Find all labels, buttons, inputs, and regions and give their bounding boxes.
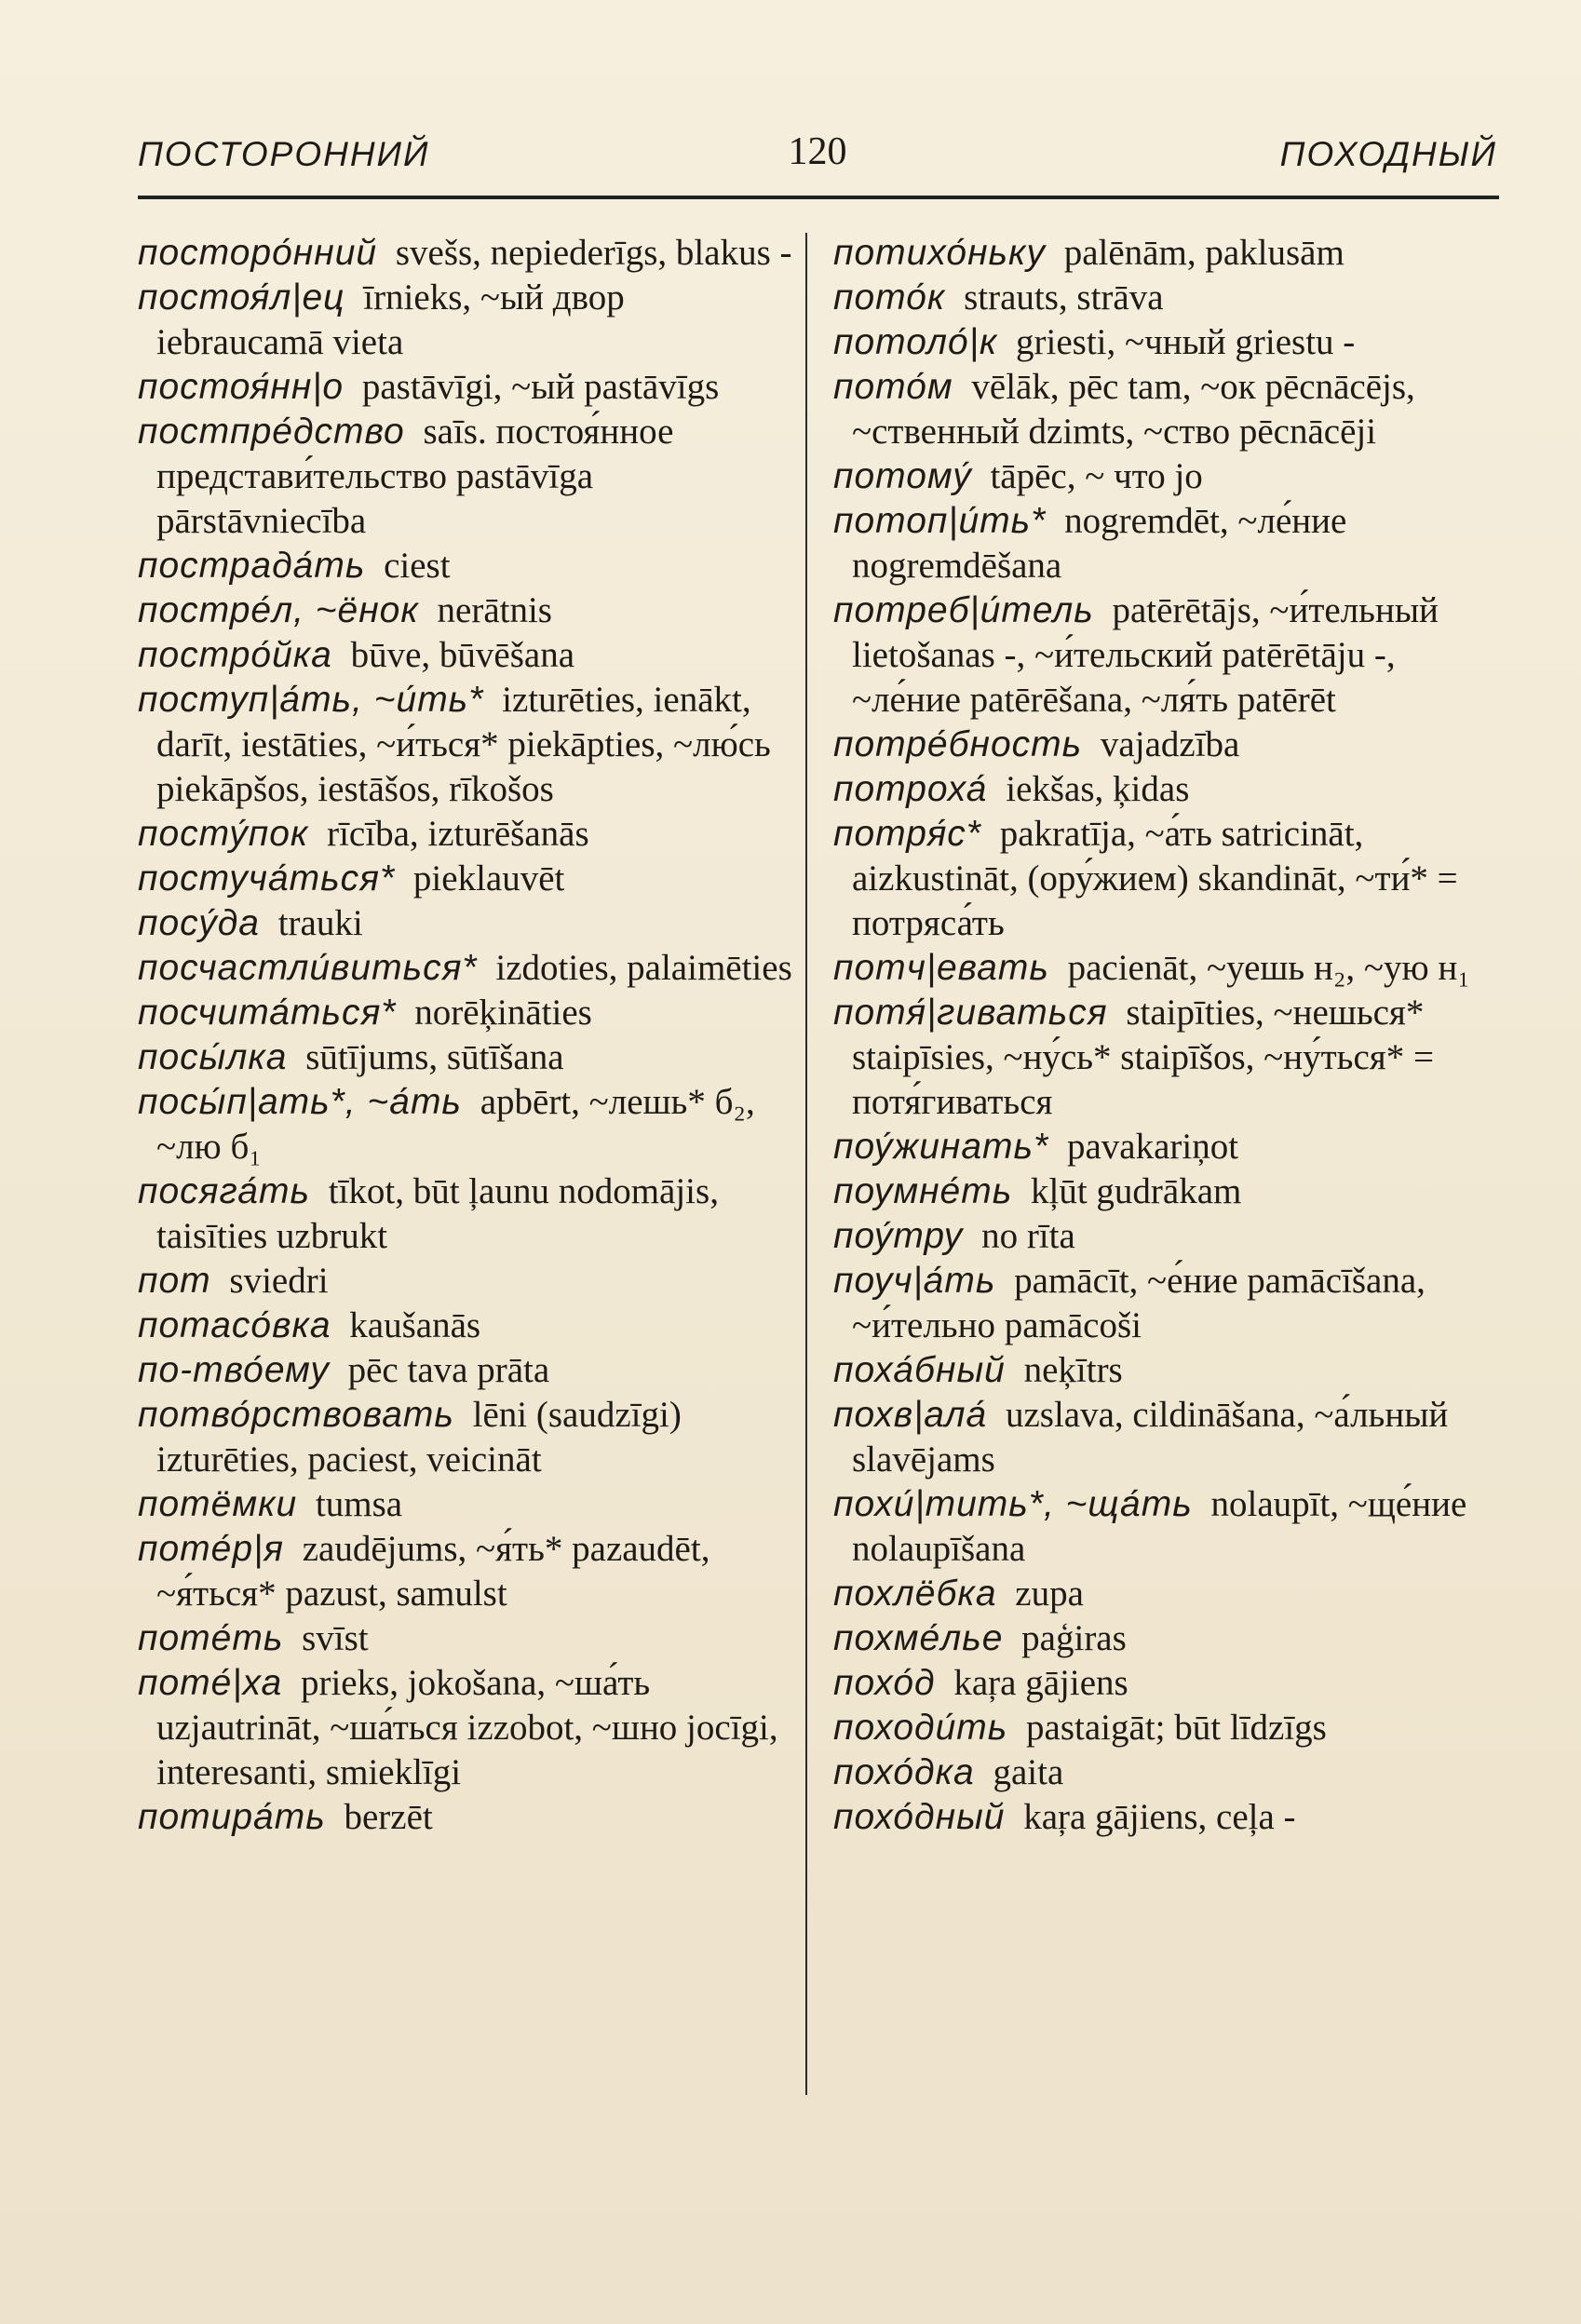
entry-translation: kaŗa gājiens, ceļa - [1023, 1797, 1296, 1837]
entry-headword: поу́жинать* [833, 1127, 1049, 1167]
entry-translation: izturēties, ienākt, darīt, iestāties, ~и́ться* piekāpties, ~лю́сь piekāpšos, iestāšos, rīkošos [156, 680, 771, 809]
entry-headword: посы́п|ать*, ~а́ть [138, 1082, 462, 1122]
dictionary-entry [138, 365, 801, 410]
dictionary-entry [833, 454, 1496, 499]
entry-headword: потя́|гиваться [833, 993, 1108, 1033]
dictionary-entry [833, 231, 1496, 276]
dictionary-entry [138, 901, 801, 946]
entry-headword: похлёбка [833, 1574, 997, 1614]
entry-translation: pastaigāt; būt līdzīgs [1026, 1708, 1327, 1748]
entry-headword: потреб|и́тель [833, 590, 1094, 630]
entry-translation: griesti, ~чный griestu - [1016, 322, 1356, 362]
entry-translation: strauts, strāva [964, 277, 1164, 318]
entry-headword: поу́тру [833, 1216, 964, 1256]
entry-translation: pieklauvēt [412, 858, 565, 899]
entry-headword: похв|ала́ [833, 1395, 988, 1435]
dictionary-entry [138, 544, 801, 588]
dictionary-entry [138, 812, 801, 857]
entry-translation: neķītrs [1023, 1350, 1123, 1390]
left-column [138, 231, 801, 1840]
dictionary-entry [833, 1482, 1496, 1572]
dictionary-entry [833, 1393, 1496, 1482]
entry-headword: посторо́нний [138, 233, 378, 273]
entry-translation: sviedri [229, 1261, 329, 1301]
entry-headword: потасо́вка [138, 1305, 331, 1345]
entry-headword: поступ|а́ть, ~и́ть* [138, 680, 484, 720]
right-column [833, 231, 1496, 1840]
dictionary-entry [833, 1616, 1496, 1661]
dictionary-entry [833, 588, 1496, 723]
dictionary-entry [138, 1527, 801, 1616]
entry-headword: посяга́ть [138, 1171, 310, 1211]
entry-translation: paģiras [1021, 1618, 1127, 1658]
entry-translation: apbērt, ~лешь* б₂, ~лю б₁ [156, 1082, 755, 1167]
entry-translation: nolaupīt, ~ще́ние nolaupīšana [852, 1484, 1467, 1569]
dictionary-entry [138, 1080, 801, 1169]
entry-translation: staipīties, ~нешься* staipīsies, ~ну́сь* staipīšos, ~ну́ться* = потя́гиваться [852, 993, 1434, 1122]
dictionary-entry [138, 1616, 801, 1661]
entry-translation: berzēt [344, 1797, 433, 1837]
entry-headword: посы́лка [138, 1037, 288, 1077]
entry-translation: rīcība, izturēšanās [327, 814, 589, 854]
entry-headword: пото́к [833, 277, 946, 318]
entry-translation: zaudējums, ~я́ть* pazaudēt, ~я́ться* pazust, samulst [156, 1529, 710, 1614]
entry-translation: sūtījums, sūtīšana [305, 1037, 564, 1077]
entry-headword: поха́бный [833, 1350, 1006, 1390]
dictionary-entry [833, 1706, 1496, 1750]
dictionary-entry [833, 767, 1496, 812]
dictionary-entry [138, 276, 801, 365]
dictionary-entry [138, 1035, 801, 1080]
entry-headword: пото́м [833, 367, 953, 407]
entry-headword: потво́рствовать [138, 1395, 454, 1435]
dictionary-entry [833, 1795, 1496, 1840]
dictionary-entry [138, 1482, 801, 1527]
dictionary-entry [138, 1661, 801, 1795]
entry-translation: kļūt gudrākam [1031, 1171, 1242, 1211]
entry-headword: постпре́дство [138, 412, 405, 452]
entry-headword: похо́дный [833, 1797, 1006, 1837]
entry-translation: vēlāk, pēc tam, ~ок pēcnācējs, ~ственный dzimts, ~ство pēcnācēji [852, 367, 1415, 452]
entry-headword: постуча́ться* [138, 858, 396, 899]
entry-headword: постоя́л|ец [138, 277, 345, 318]
entry-translation: no rīta [981, 1216, 1075, 1256]
dictionary-entry [138, 991, 801, 1035]
dictionary-entry [833, 1169, 1496, 1214]
column-divider [805, 233, 807, 2095]
entry-translation: pavakariņot [1066, 1127, 1239, 1167]
entry-headword: потч|евать [833, 948, 1049, 988]
dictionary-entry [833, 1125, 1496, 1169]
entry-headword: посу́да [138, 903, 260, 943]
dictionary-entry [833, 812, 1496, 946]
entry-translation: patērētājs, ~и́тельный lietošanas -, ~и́тельский patērētāju -, ~ле́ние patērēšana, ~ля́ть patērēt [852, 590, 1439, 720]
entry-translation: palēnām, paklusām [1063, 233, 1345, 273]
entry-translation: zupa [1015, 1574, 1084, 1614]
entry-headword: потре́бность [833, 724, 1083, 764]
entry-translation: būve, būvēšana [350, 635, 575, 675]
dictionary-entry [138, 1795, 801, 1840]
entry-translation: svešs, nepiederīgs, blakus - [395, 233, 792, 273]
entry-translation: tumsa [315, 1484, 403, 1524]
entry-headword: потира́ть [138, 1797, 326, 1837]
dictionary-entry [138, 1304, 801, 1348]
entry-translation: nogremdēt, ~ле́ние nogremdēšana [852, 501, 1347, 586]
entry-headword: посчита́ться* [138, 993, 397, 1033]
dictionary-entry [138, 588, 801, 633]
entry-translation: nerātnis [437, 590, 552, 630]
dictionary-entry [833, 365, 1496, 454]
entry-headword: похме́лье [833, 1618, 1004, 1658]
entry-translation: svīst [302, 1618, 369, 1658]
entry-headword: похо́дка [833, 1752, 975, 1792]
entry-translation: trauki [277, 903, 363, 943]
entry-headword: потёмки [138, 1484, 298, 1524]
entry-translation: tīkot, būt ļaunu nodomājis, taisīties uzbrukt [156, 1171, 719, 1256]
header-first-word: ПОСТОРОННИЙ [138, 135, 430, 173]
entry-headword: потоло́|к [833, 322, 998, 362]
entry-headword: похи́|тить*, ~ща́ть [833, 1484, 1193, 1524]
dictionary-entry [833, 1750, 1496, 1795]
entry-headword: поте́ть [138, 1618, 284, 1658]
entry-headword: поумне́ть [833, 1171, 1013, 1211]
entry-headword: посту́пок [138, 814, 309, 854]
entry-headword: потроха́ [833, 769, 988, 809]
entry-translation: lēni (saudzīgi) izturēties, paciest, veicināt [156, 1395, 682, 1480]
entry-translation: ciest [384, 546, 451, 586]
dictionary-entry [138, 1348, 801, 1393]
dictionary-entry [833, 1661, 1496, 1706]
entry-headword: постро́йка [138, 635, 332, 675]
entry-translation: īrnieks, ~ый двор iebraucamā vieta [156, 277, 625, 362]
entry-translation: uzslava, cildināšana, ~а́льный slavējams [852, 1395, 1449, 1480]
entry-translation: pamācīt, ~е́ние pamācīšana, ~и́тельно pamācoši [852, 1261, 1426, 1345]
entry-translation: vajadzība [1100, 724, 1240, 764]
entry-translation: pastāvīgi, ~ый pastāvīgs [361, 367, 720, 407]
entry-translation: kaŗa gājiens [953, 1663, 1128, 1703]
dictionary-entry [833, 991, 1496, 1125]
dictionary-entry [833, 320, 1496, 365]
entry-headword: потоп|и́ть* [833, 501, 1047, 541]
entry-headword: потому́ [833, 456, 972, 496]
dictionary-entry [833, 1259, 1496, 1348]
dictionary-entry [138, 678, 801, 812]
header-rule [138, 196, 1499, 199]
entry-headword: поте́р|я [138, 1529, 284, 1569]
entry-translation: kaušanās [349, 1305, 481, 1345]
entry-headword: потихо́ньку [833, 233, 1046, 273]
entry-headword: по-тво́ему [138, 1350, 330, 1390]
dictionary-entry [833, 946, 1496, 991]
dictionary-entry [138, 1169, 801, 1259]
entry-headword: пот [138, 1261, 211, 1301]
entry-headword: похо́д [833, 1663, 936, 1703]
entry-translation: izdoties, palaimēties [495, 948, 792, 988]
header-last-word: ПОХОДНЫЙ [1279, 135, 1497, 173]
dictionary-entry [138, 1393, 801, 1482]
entry-translation: prieks, jokošana, ~ша́ть uzjautrināt, ~ша́ться izzobot, ~шно jocīgi, interesanti, smieklīgi [156, 1663, 778, 1792]
entry-translation: norēķināties [414, 993, 592, 1033]
entry-translation: saīs. постоя́нное представи́тельство pastāvīga pārstāvniecība [156, 412, 674, 541]
entry-translation: gaita [993, 1752, 1064, 1792]
dictionary-entry [833, 1572, 1496, 1616]
dictionary-entry [138, 1259, 801, 1304]
dictionary-entry [833, 1214, 1496, 1259]
page-header [138, 126, 1497, 191]
dictionary-entry [138, 231, 801, 276]
dictionary-entry [138, 946, 801, 991]
entry-headword: посчастли́виться* [138, 948, 478, 988]
entry-headword: постоя́нн|о [138, 367, 345, 407]
entry-translation: pakratīja, ~а́ть satricināt, aizkustināt, (ору́жием) skandināt, ~ти́* = потряса́ть [852, 814, 1458, 943]
dictionary-entry [833, 723, 1496, 767]
entry-translation: pacienāt, ~уешь н₂, ~ую н₁ [1067, 948, 1470, 988]
dictionary-entry [138, 857, 801, 901]
entry-headword: постре́л, ~ёнок [138, 590, 419, 630]
dictionary-entry [833, 499, 1496, 588]
dictionary-entry [138, 410, 801, 544]
dictionary-entry [138, 633, 801, 678]
entry-headword: поте́|ха [138, 1663, 283, 1703]
entry-translation: pēc tava prāta [347, 1350, 550, 1390]
dictionary-entry [833, 276, 1496, 320]
dictionary-entry [833, 1348, 1496, 1393]
entry-headword: потря́с* [833, 814, 981, 854]
entry-headword: походи́ть [833, 1708, 1008, 1748]
entry-headword: пострада́ть [138, 546, 366, 586]
entry-translation: tāpēc, ~ что jo [990, 456, 1203, 496]
entry-translation: iekšas, ķidas [1006, 769, 1190, 809]
entry-headword: поуч|а́ть [833, 1261, 996, 1301]
page-number: 120 [788, 130, 847, 173]
